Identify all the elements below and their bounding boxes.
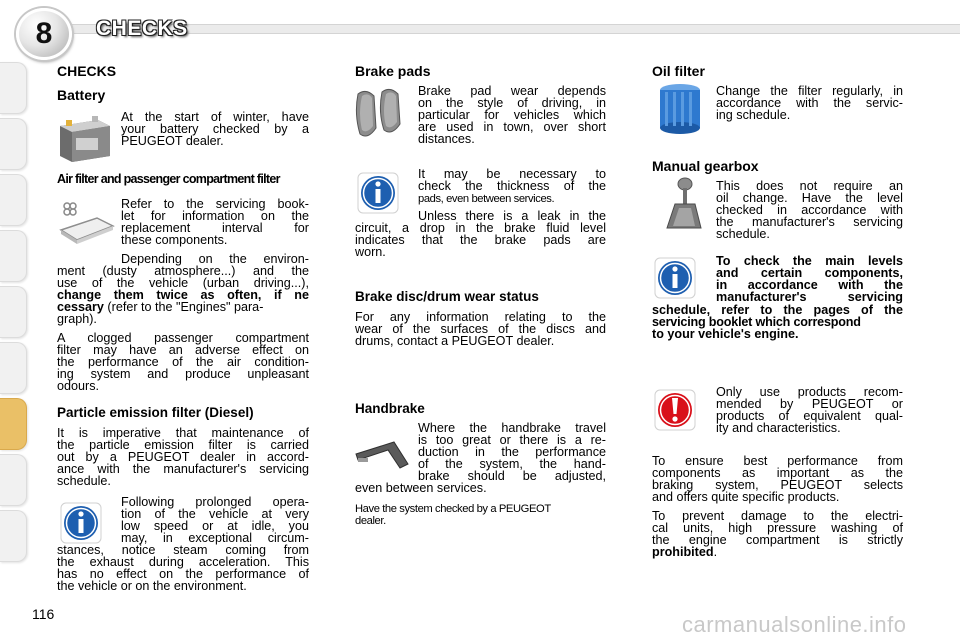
battery-text: your battery checked by a [121,122,309,136]
particle-info-text: the vehicle or on the environment. [57,579,247,593]
brake-pads-text: Brake pad wear depends [418,84,606,98]
particle-filter-text: out by a PEUGEOT dealer in accord- [57,450,309,464]
brake-pads-info-text: pads, even between services. [418,193,555,205]
oil-filter-icon [656,82,704,136]
gearbox-info-text: servicing booklet which correspond [652,315,861,329]
chapter-tab[interactable] [0,118,27,170]
brake-pads-text: are used in town, over short [418,120,606,134]
battery-heading: Battery [57,87,106,103]
performance-text: components as important as the [652,466,903,480]
brake-pads-info-text: circuit, a drop in the brake fluid level [355,221,606,235]
brake-pads-icon [352,84,412,144]
air-filter-text: filter may have an adverse effect on [57,343,309,357]
washing-text: To prevent damage to the electri- [652,509,903,523]
gearbox-heading: Manual gearbox [652,158,759,174]
gearbox-info-text: in accordance with the [716,278,903,292]
brake-pads-heading: Brake pads [355,63,431,79]
air-filter-text: replacement interval for [121,221,309,235]
particle-info-text: stances, notice steam coming from [57,543,309,557]
performance-text: To ensure best performance from [652,454,903,468]
particle-filter-text: schedule. [57,474,111,488]
particle-info-text: Following prolonged opera- [121,495,309,509]
air-filter-text: cessary (refer to the "Engines" para- [57,300,264,314]
handbrake-heading: Handbrake [355,401,425,416]
watermark: carmanualsonline.info [682,612,907,637]
page-number: 116 [32,606,55,622]
gearbox-info-text: to your vehicle's engine. [652,327,799,341]
oil-filter-text: ing schedule. [716,108,791,122]
air-filter-text: Depending on the environ- [121,252,309,266]
air-filter-text: A clogged passenger compartment [57,331,309,345]
air-filter-text: use of the vehicle (urban driving...), [57,276,309,290]
info-icon [654,257,696,299]
performance-text: braking system, PEUGEOT selects [652,478,903,492]
particle-filter-heading: Particle emission filter (Diesel) [57,405,254,420]
warning-icon [654,389,696,431]
handbrake-icon [352,432,412,472]
oil-filter-heading: Oil filter [652,63,705,79]
particle-info-text: tion of the vehicle at very [121,507,309,521]
header-bar [66,24,960,34]
brake-disc-text: drums, contact a PEUGEOT dealer. [355,334,555,348]
particle-info-text: the exhaust during acceleration. This [57,555,309,569]
warning-text: Only use products recom- [716,385,903,399]
gearbox-text: checked in accordance with [716,203,903,217]
air-filter-text: graph). [57,312,97,326]
warning-text: ity and characteristics. [716,421,841,435]
battery-icon [56,112,114,166]
handbrake-text: Where the handbrake travel [418,421,606,435]
gearbox-info-text: schedule, refer to the pages of the [652,303,903,317]
warning-text: mended by PEUGEOT or [716,397,903,411]
air-filter-text: the performance of the air condition- [57,355,309,369]
performance-text: and offers quite specific products. [652,490,840,504]
chapter-number-badge: 8 [16,8,72,60]
oil-filter-text: accordance with the servic- [716,96,903,110]
handbrake-note: dealer. [355,515,386,527]
gearbox-info-text: manufacturer's servicing [716,290,903,304]
washing-text: prohibited. [652,545,718,559]
handbrake-text: even between services. [355,481,487,495]
air-filter-text: let for information on the [121,209,309,223]
gearbox-text: This does not require an [716,179,903,193]
brake-pads-text: on the style of driving, in [418,96,606,110]
air-filter-text: ing system and produce unpleasant [57,367,309,381]
air-filter-text: odours. [57,379,100,393]
gearbox-info-text: To check the main levels [716,254,903,268]
handbrake-text: is too great or there is a re- [418,433,606,447]
particle-filter-text: ance with the manufacturer's servicing [57,462,309,476]
gear-lever-icon [655,176,705,234]
section-title: CHECKS [57,63,117,79]
chapter-tab[interactable] [0,510,27,562]
battery-text: PEUGEOT dealer. [121,134,224,148]
brake-disc-text: For any information relating to the [355,310,606,324]
washing-text: cal units, high pressure washing of [652,521,903,535]
gearbox-info-text: and certain components, [716,266,903,280]
air-filter-text: ment (dusty atmosphere...) and the [57,264,309,278]
chapter-tabs [0,0,30,600]
particle-info-text: low speed or at idle, you [121,519,309,533]
brake-pads-info-text: worn. [355,245,386,259]
brake-disc-heading: Brake disc/drum wear status [355,289,539,304]
particle-info-text: has no effect on the performance of [57,567,309,581]
air-filter-text: these components. [121,233,228,247]
particle-filter-text: It is imperative that maintenance of [57,426,309,440]
brake-pads-info-text: check the thickness of the [418,179,606,193]
warning-text: products of equivalent qual- [716,409,903,423]
oil-filter-text: Change the filter regularly, in [716,84,903,98]
handbrake-text: brake should be adjusted, [418,469,606,483]
gearbox-text: schedule. [716,227,770,241]
brake-disc-text: wear of the surfaces of the discs and [355,322,606,336]
handbrake-text: duction in the performance [418,445,606,459]
particle-filter-text: the particle emission filter is carried [57,438,309,452]
brake-pads-info-text: indicates that the brake pads are [355,233,606,247]
air-filter-text: Refer to the servicing book- [121,197,309,211]
chapter-tab-active[interactable] [0,398,27,450]
particle-info-text: may, in exceptional circum- [121,531,309,545]
info-icon [60,502,102,544]
chapter-tab[interactable] [0,286,27,338]
chapter-tab[interactable] [0,454,27,506]
info-icon [357,172,399,214]
brake-pads-info-text: It may be necessary to [418,167,606,181]
chapter-title: CHECKS [96,17,188,40]
chapter-tab[interactable] [0,174,27,226]
chapter-tab[interactable] [0,230,27,282]
chapter-tab[interactable] [0,342,27,394]
gearbox-text: the manufacturer's servicing [716,215,903,229]
chapter-tab[interactable] [0,62,27,114]
brake-pads-text: distances. [418,132,475,146]
air-filter-bold-text: change them twice as often, if ne [57,288,309,302]
handbrake-text: of the system, the hand- [418,457,606,471]
brake-pads-text: particular for vehicles which [418,108,606,122]
air-filter-icon [57,198,115,250]
handbrake-note: Have the system checked by a PEUGEOT [355,503,551,515]
washing-text: the engine compartment is strictly [652,533,903,547]
battery-text: At the start of winter, have [121,110,309,124]
gearbox-text: oil change. Have the level [716,191,903,205]
brake-pads-info-text: Unless there is a leak in the [418,209,606,223]
air-filter-heading: Air filter and passenger compartment filter [57,172,280,186]
